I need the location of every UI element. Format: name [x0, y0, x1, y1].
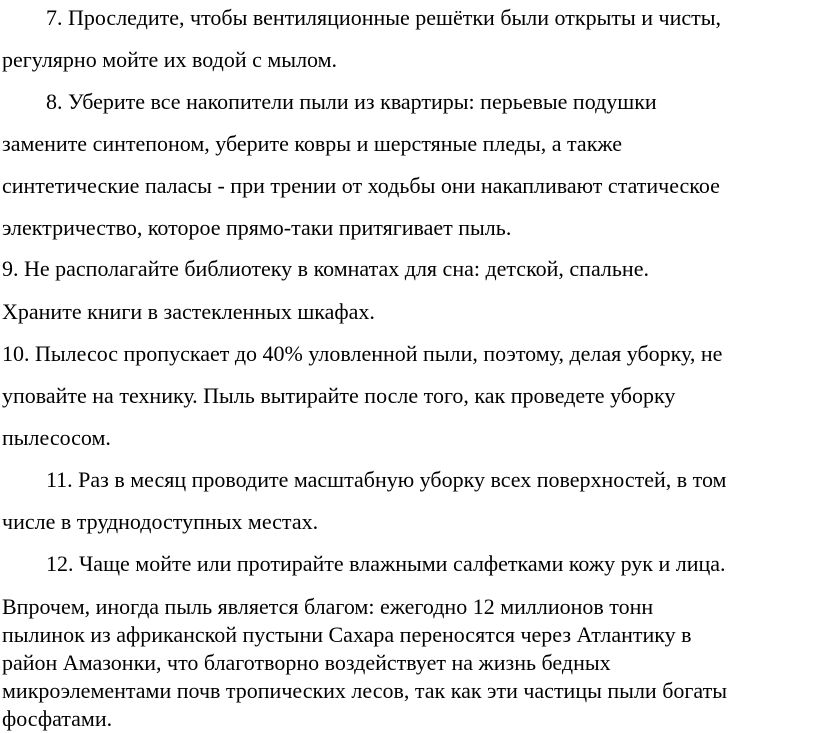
- text-line: 12. Чаще мойте или протирайте влажными салфетками кожу рук и лица.: [46, 551, 726, 576]
- text-line: 9. Не располагайте библиотеку в комнатах для сна: детской, спальне.: [2, 256, 649, 281]
- text-line: 7. Проследите, чтобы вентиляционные решётки были открыты и чисты,: [46, 5, 722, 30]
- text-line: синтетические паласы - при трении от ходьбы они накапливают статическое: [2, 173, 720, 198]
- text-line: 8. Уберите все накопители пыли из квартиры: перьевые подушки: [46, 89, 657, 114]
- text-line: 11. Раз в месяц проводите масштабную уборку всех поверхностей, в том: [46, 467, 727, 492]
- text-line: регулярно мойте их водой с мылом.: [2, 47, 338, 72]
- text-line: пылесосом.: [2, 425, 111, 450]
- text-line: фосфатами.: [2, 706, 113, 731]
- text-line: Впрочем, иногда пыль является благом: ежегодно 12 миллионов тонн: [2, 594, 654, 619]
- text-line: район Амазонки, что благотворно воздействует на жизнь бедных: [2, 650, 611, 675]
- text-line: числе в труднодоступных местах.: [2, 509, 319, 534]
- text-line: уповайте на технику. Пыль вытирайте после того, как проведете уборку: [2, 383, 676, 408]
- text-line: пылинок из африканской пустыни Сахара переносятся через Атлантику в: [2, 622, 692, 647]
- text-line: замените синтепоном, уберите ковры и шерстяные пледы, а также: [2, 131, 623, 156]
- text-line: 10. Пылесос пропускает до 40% уловленной пыли, поэтому, делая уборку, не: [2, 341, 723, 366]
- text-line: микроэлементами почв тропических лесов, так как эти частицы пыли богаты: [2, 678, 728, 703]
- text-line: Храните книги в застекленных шкафах.: [2, 299, 375, 324]
- text-line: электричество, которое прямо-таки притягивает пыль.: [2, 215, 512, 240]
